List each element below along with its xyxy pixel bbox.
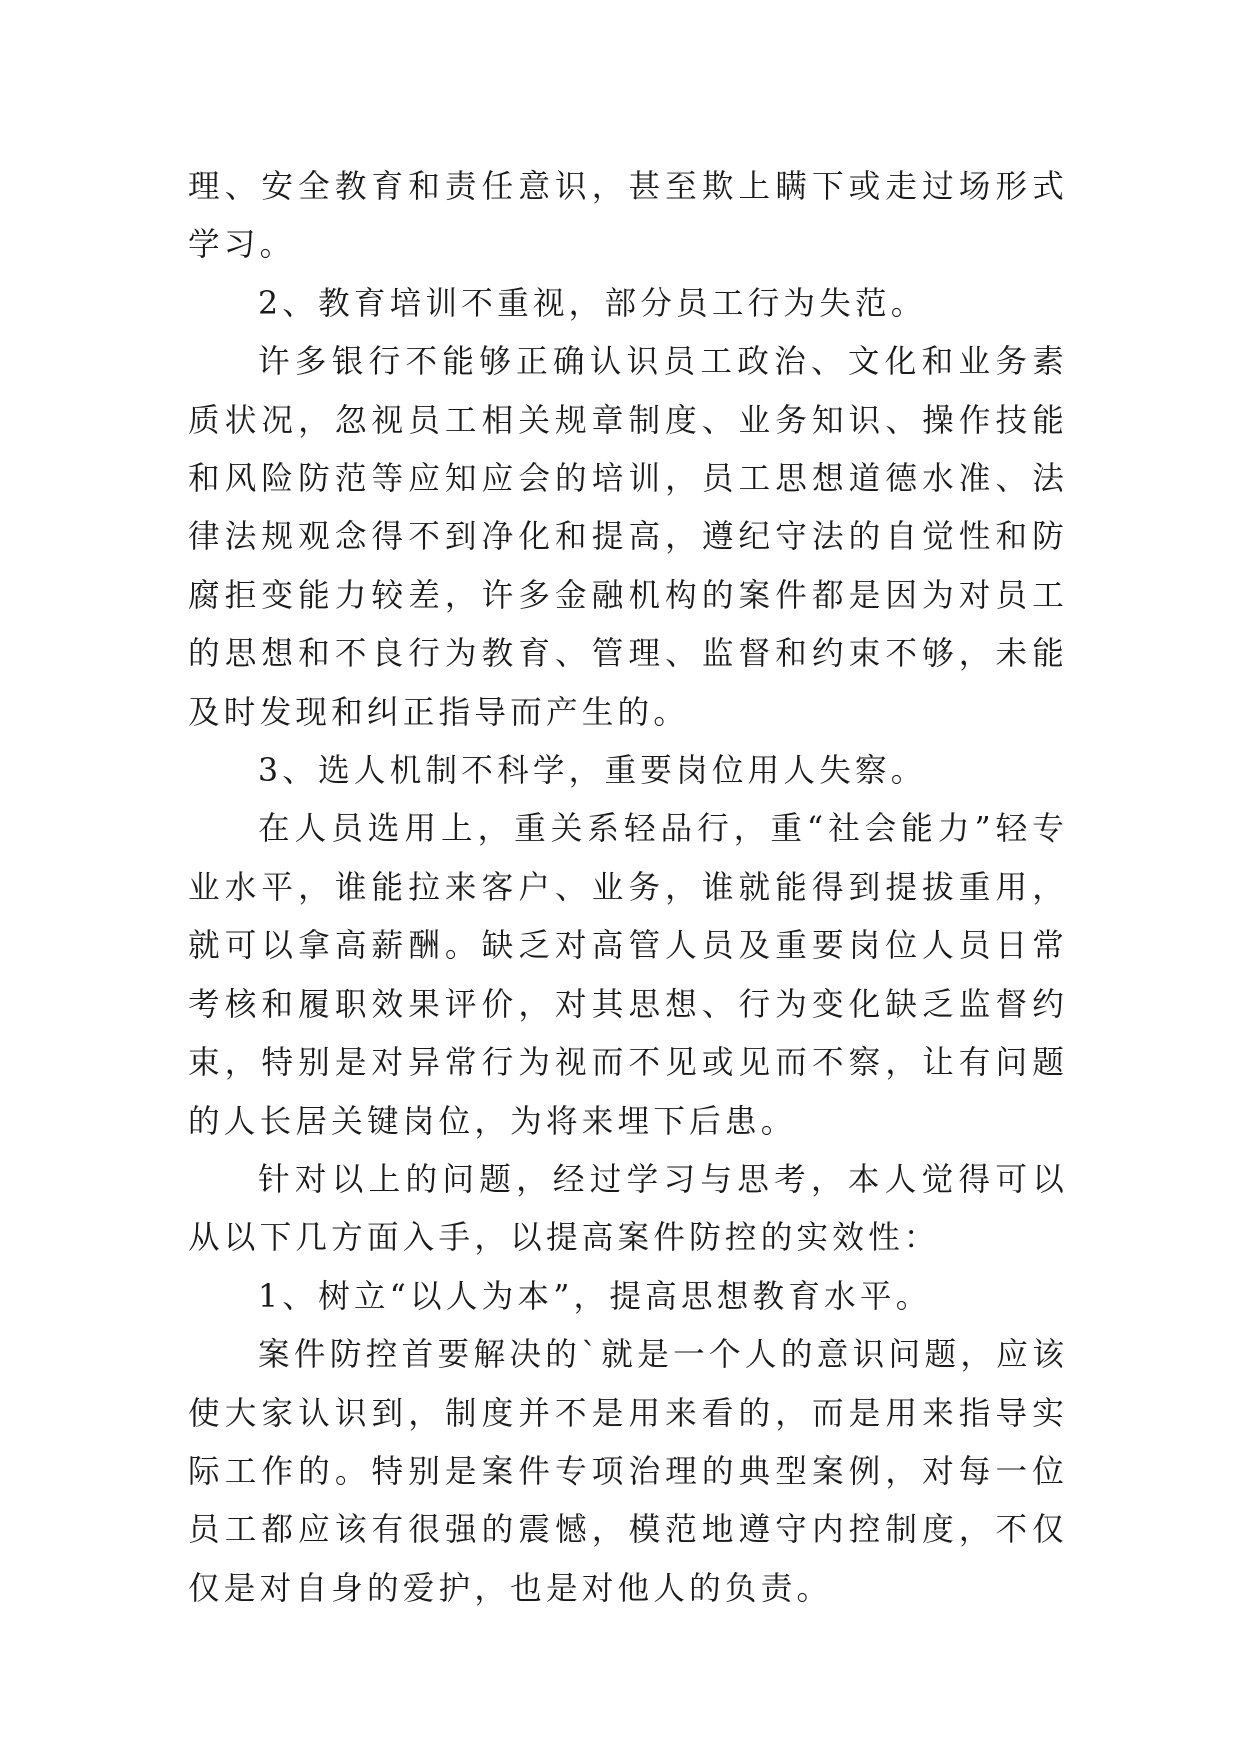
heading-item-1: 1、树立“以人为本”，提高思想教育水平。 bbox=[258, 1278, 932, 1315]
paragraph-solutions-intro: 针对以上的问题，经过学习与思考，本人觉得可以从以下几方面入手，以提高案件防控的实效性： bbox=[188, 1161, 1068, 1257]
paragraph-selection: 在人员选用上，重关系轻品行，重“社会能力”轻专业水平，谁能拉来客户、业务，谁就能得到提拔重用，就可以拿高薪酬。缺乏对高管人员及重要岗位人员日常考核和履职效果评价，对其思想、行为变化缺乏监督约束，特别是对异常行为视而不见或见而不察，让有问题的人长居关键岗位，为将来埋下后患。 bbox=[188, 811, 1068, 1140]
document-body bbox=[188, 158, 1068, 1618]
paragraph-training: 许多银行不能够正确认识员工政治、文化和业务素质状况，忽视员工相关规章制度、业务知识、操作技能和风险防范等应知应会的培训，员工思想道德水准、法律法规观念得不到净化和提高，遵纪守法的自觉性和防腐拒变能力较差，许多金融机构的案件都是因为对员工的思想和不良行为教育、管理、监督和约束不够，未能及时发现和纠正指导而产生的。 bbox=[188, 344, 1068, 731]
paragraph-continuation: 理、安全教育和责任意识，甚至欺上瞒下或走过场形式学习。 bbox=[188, 169, 1068, 264]
heading-item-3: 3、选人机制不科学，重要岗位用人失察。 bbox=[258, 753, 927, 790]
heading-item-2: 2、教育培训不重视，部分员工行为失范。 bbox=[258, 285, 927, 322]
paragraph-awareness: 案件防控首要解决的`就是一个人的意识问题，应该使大家认识到，制度并不是用来看的，而是用来指导实际工作的。特别是案件专项治理的典型案例，对每一位员工都应该有很强的震憾，模范地遵守内控制度，不仅仅是对自身的爱护，也是对他人的负责。 bbox=[188, 1337, 1068, 1607]
